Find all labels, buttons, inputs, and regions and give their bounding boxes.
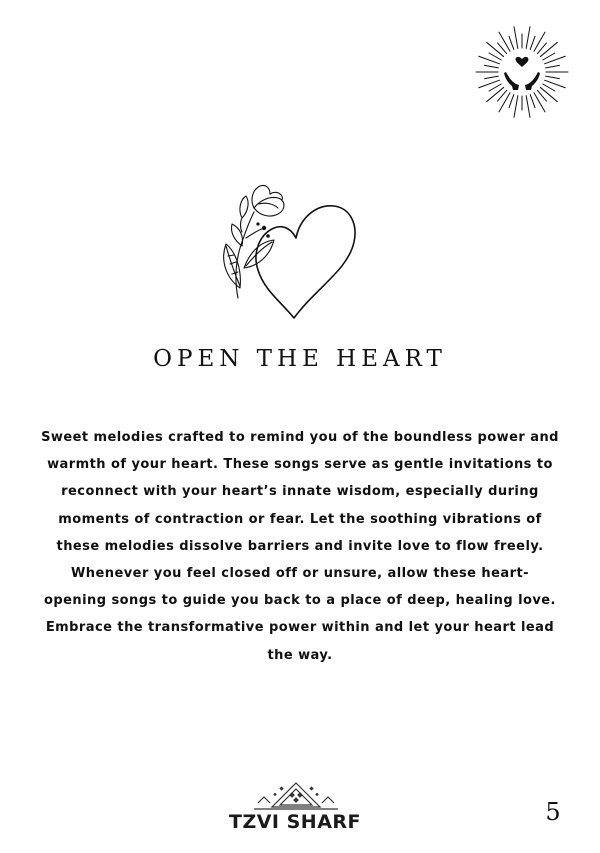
sun-ray [540,42,557,56]
body-paragraph: Sweet melodies crafted to remind you of the boundless power and warmth of your heart. These songs serve as gentle invitations to reconnect with your heart’s innate wisdom, especially during moments of contraction or fear. Let the soothing vibrations of these melodies dissolve barriers and invite love to flow freely. Whenever you feel closed off or unsure, allow these heart-opening songs to guide you back to a place of deep, healing love. Embrace the transformative power within and let your heart lead the way. [41,430,559,663]
page-title: OPEN THE HEART [153,346,447,372]
sun-ray [485,76,499,78]
brand-name: TZVI SHARF [228,811,362,833]
sun-ray [543,53,555,60]
sun-ray [487,87,504,101]
sun-ray [530,95,535,108]
sun-ray [485,65,499,67]
sun-ray [526,27,530,49]
page-number: 5 [545,798,561,826]
sun-ray [487,42,504,56]
sun-ray [514,96,518,118]
sun-ray [534,32,545,51]
radiant-hands-heart-icon [474,24,570,120]
sun-ray [526,96,530,118]
sun-ray [546,76,560,78]
sun-ray [534,93,545,112]
sun-ray [509,36,514,49]
sun-ray [489,84,501,91]
floral-heart-icon [212,178,364,324]
sun-ray [514,27,518,49]
brand-motif-icon [250,779,342,813]
sun-ray [499,32,510,51]
sun-ray [530,36,535,49]
sun-ray [499,93,510,112]
sun-ray [489,53,501,60]
brand-logo [222,779,368,841]
sun-ray [540,87,557,101]
sun-ray [543,84,555,91]
sun-ray [509,95,514,108]
sun-ray [546,65,560,67]
